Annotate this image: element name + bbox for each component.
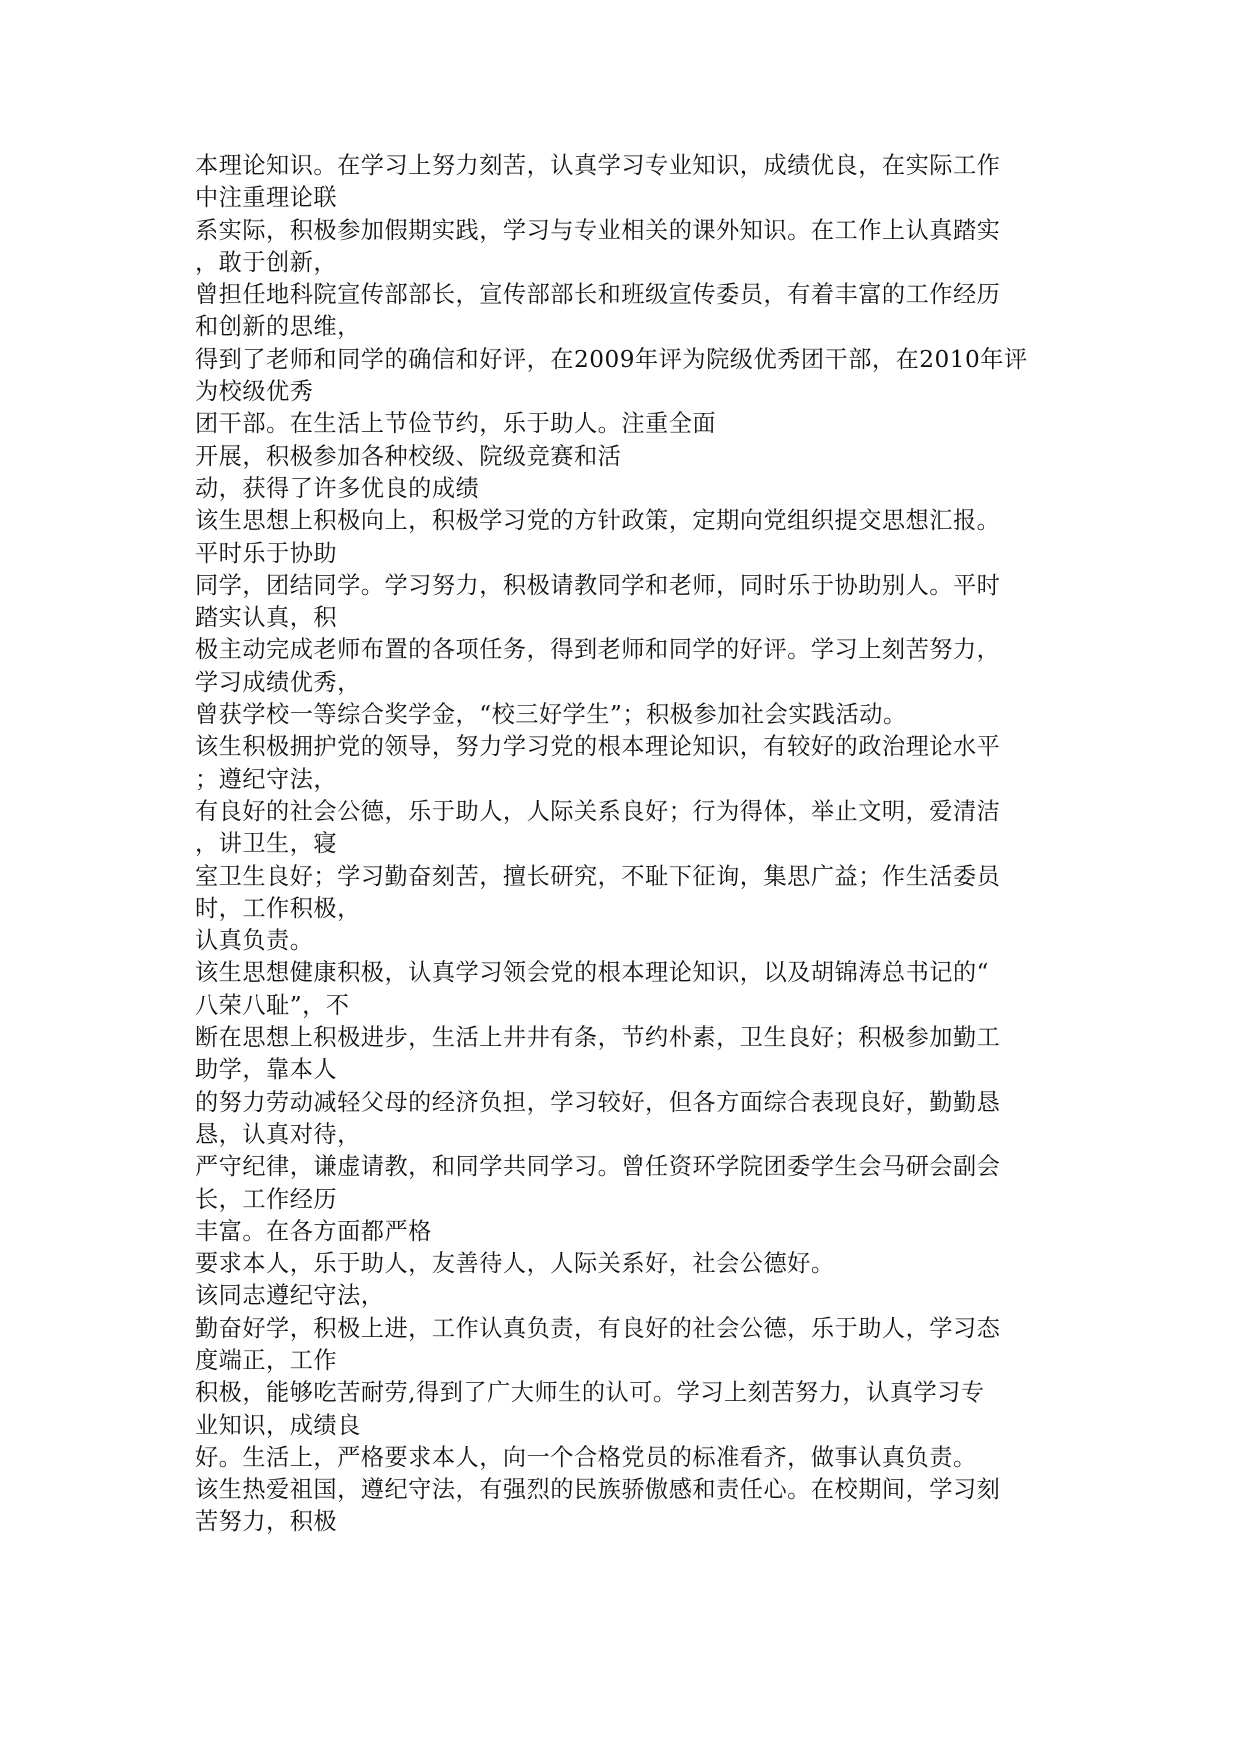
- text-line: 为校级优秀: [195, 378, 314, 406]
- text-line: 长，工作经历: [195, 1185, 338, 1213]
- text-line: 团干部。在生活上节俭节约，乐于助人。注重全面: [195, 410, 717, 438]
- text-line: 勤奋好学，积极上进，工作认真负责，有良好的社会公德，乐于助人，学习态: [195, 1314, 1001, 1342]
- text-line: 系实际，积极参加假期实践，学习与专业相关的课外知识。在工作上认真踏实: [195, 216, 1001, 244]
- text-line: 和创新的思维，: [195, 313, 361, 341]
- text-line: ，敢于创新，: [195, 248, 338, 276]
- text-line: 积极，能够吃苦耐劳,得到了广大师生的认可。学习上刻苦努力，认真学习专: [195, 1379, 985, 1407]
- text-line: 室卫生良好；学习勤奋刻苦，擅长研究，不耻下征询，集思广益；作生活委员: [195, 862, 1001, 890]
- text-line: 该生积极拥护党的领导，努力学习党的根本理论知识，有较好的政治理论水平: [195, 733, 1001, 761]
- text-line: 苦努力，积极: [195, 1508, 338, 1536]
- text-line: 极主动完成老师布置的各项任务，得到老师和同学的好评。学习上刻苦努力，: [195, 636, 1001, 664]
- text-line: 曾获学校一等综合奖学金，“校三好学生”；积极参加社会实践活动。: [195, 701, 907, 729]
- text-line: 断在思想上积极进步，生活上井井有条，节约朴素，卫生良好；积极参加勤工: [195, 1024, 1001, 1052]
- text-line: 该生思想健康积极，认真学习领会党的根本理论知识，以及胡锦涛总书记的“: [195, 959, 990, 987]
- text-line: 曾担任地科院宣传部部长，宣传部部长和班级宣传委员，有着丰富的工作经历: [195, 281, 1001, 309]
- text-line: 的努力劳动减轻父母的经济负担，学习较好，但各方面综合表现良好，勤勤恳: [195, 1088, 1001, 1116]
- text-line: 学习成绩优秀，: [195, 668, 361, 696]
- text-line: 八荣八耻”，不: [195, 991, 350, 1019]
- text-line: 该同志遵纪守法，: [195, 1282, 385, 1310]
- text-line: 时，工作积极，: [195, 894, 361, 922]
- text-line: 该生思想上积极向上，积极学习党的方针政策，定期向党组织提交思想汇报。: [195, 507, 1001, 535]
- text-line: 丰富。在各方面都严格: [195, 1217, 432, 1245]
- text-line: 业知识，成绩良: [195, 1411, 361, 1439]
- text-line: 度端正，工作: [195, 1346, 338, 1374]
- text-line: 该生热爱祖国，遵纪守法，有强烈的民族骄傲感和责任心。在校期间，学习刻: [195, 1476, 1001, 1504]
- text-line: 踏实认真，积: [195, 604, 338, 632]
- text-line: 好。生活上，严格要求本人，向一个合格党员的标准看齐，做事认真负责。: [195, 1443, 977, 1471]
- text-line: 中注重理论联: [195, 184, 338, 212]
- text-line: 助学，靠本人: [195, 1056, 338, 1084]
- text-line: 开展，积极参加各种校级、院级竞赛和活: [195, 442, 622, 470]
- text-line: 要求本人，乐于助人，友善待人，人际关系好，社会公德好。: [195, 1250, 835, 1278]
- text-line: 得到了老师和同学的确信和好评，在2009年评为院级优秀团干部，在2010年评: [195, 345, 1028, 373]
- text-line: ；遵纪守法，: [195, 765, 338, 793]
- text-line: 同学，团结同学。学习努力，积极请教同学和老师，同时乐于协助别人。平时: [195, 571, 1001, 599]
- text-line: 严守纪律，谦虚请教，和同学共同学习。曾任资环学院团委学生会马研会副会: [195, 1153, 1001, 1181]
- text-line: ，讲卫生，寝: [195, 830, 338, 858]
- text-line: 本理论知识。在学习上努力刻苦，认真学习专业知识，成绩优良，在实际工作: [195, 152, 1001, 179]
- text-line: 恳，认真对待，: [195, 1120, 361, 1148]
- text-line: 有良好的社会公德，乐于助人，人际关系良好；行为得体，举止文明，爱清洁: [195, 797, 1001, 825]
- text-line: 平时乐于协助: [195, 539, 338, 567]
- text-line: 动，获得了许多优良的成绩: [195, 474, 480, 502]
- text-line: 认真负责。: [195, 927, 314, 955]
- document-body-text: [195, 150, 1055, 1539]
